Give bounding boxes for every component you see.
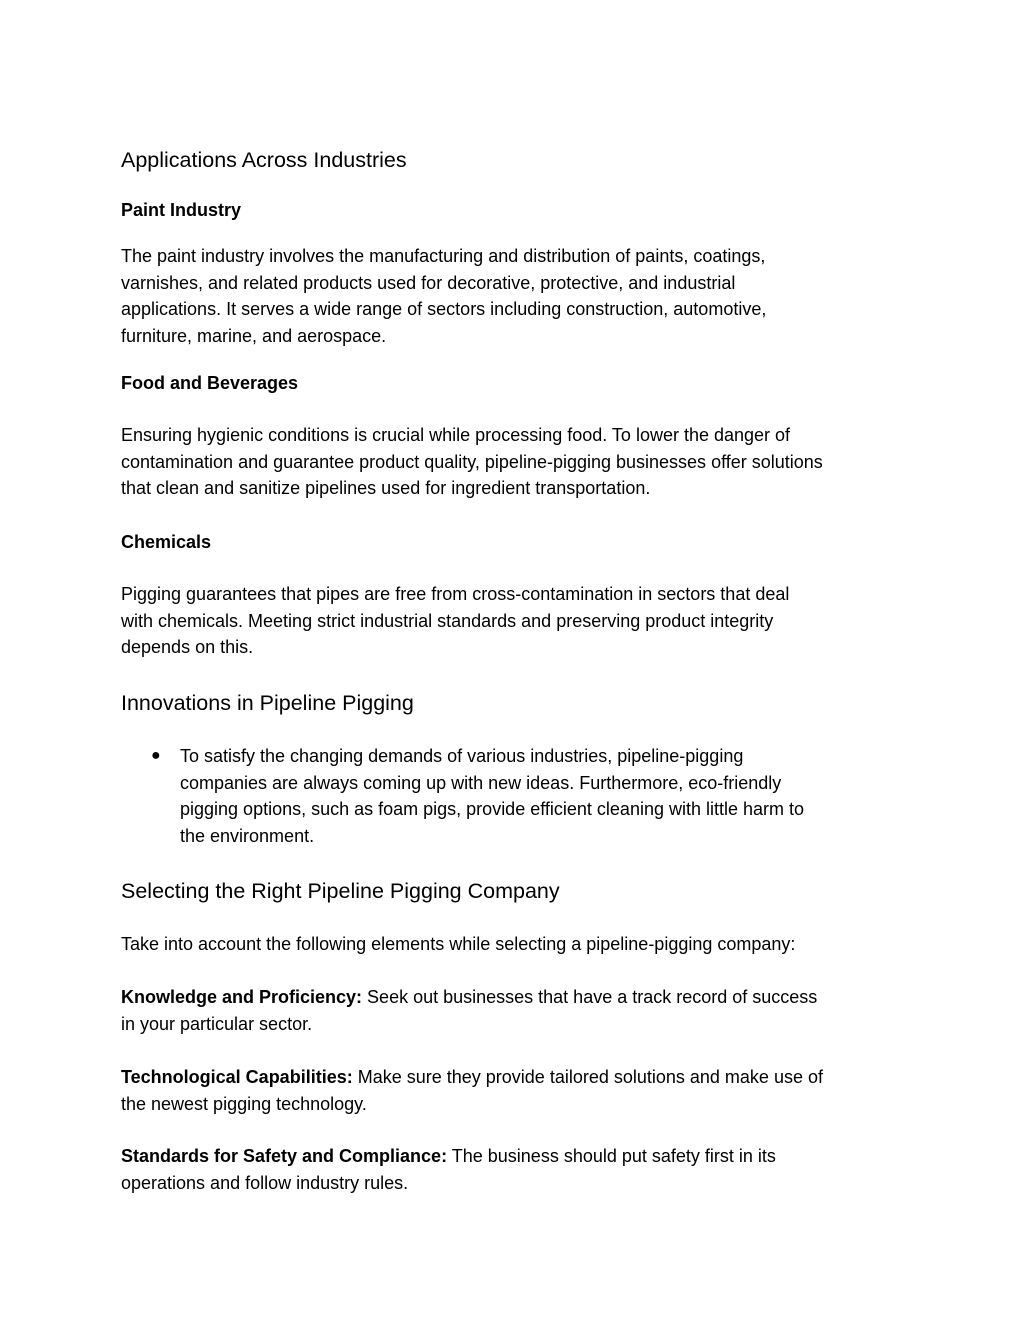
bullet-line: To satisfy the changing demands of various industries, pipeline-pigging <box>180 746 744 766</box>
paragraph-line: contamination and guarantee product quality, pipeline-pigging businesses offer solutions <box>121 451 823 472</box>
heading-innovations-in-pipeline-pigging: Innovations in Pipeline Pigging <box>121 691 414 715</box>
paragraph-line: depends on this. <box>121 637 254 657</box>
bullet-line: the environment. <box>180 825 315 846</box>
label-safety-and-compliance: Standards for Safety and Compliance: <box>121 1146 448 1166</box>
bullet-text <box>180 743 911 849</box>
label-technological-capabilities: Technological Capabilities: <box>121 1067 353 1087</box>
list-item <box>121 743 911 849</box>
paragraph-technological-capabilities <box>121 1064 911 1117</box>
paragraph-line: the newest pigging technology. <box>121 1093 367 1114</box>
paragraph-line: that clean and sanitize pipelines used for ingredient transportation. <box>121 478 651 498</box>
paragraph-line: Ensuring hygienic conditions is crucial while processing food. To lower the danger of <box>121 425 791 445</box>
label-knowledge-and-proficiency: Knowledge and Proficiency: <box>121 987 363 1007</box>
paragraph-line: applications. It serves a wide range of sectors including construction, automotive, <box>121 299 767 319</box>
heading-applications-across-industries: Applications Across Industries <box>121 148 407 172</box>
heading-chemicals: Chemicals <box>121 532 212 552</box>
paragraph-food-and-beverages <box>121 422 911 502</box>
paragraph-safety-and-compliance <box>121 1143 911 1196</box>
bullet-line: companies are always coming up with new ideas. Furthermore, eco-friendly <box>180 772 782 793</box>
paragraph-chemicals <box>121 581 911 661</box>
paragraph-line: The paint industry involves the manufacturing and distribution of paints, coatings, <box>121 246 766 266</box>
innovations-bullet-list <box>121 743 911 849</box>
heading-selecting-the-right-company: Selecting the Right Pipeline Pigging Company <box>121 879 560 903</box>
bullet-icon: ● <box>151 747 161 764</box>
paragraph-text: The business should put safety first in its <box>447 1146 776 1166</box>
paragraph-paint-industry <box>121 243 911 349</box>
heading-paint-industry: Paint Industry <box>121 200 242 220</box>
paragraph-selecting-intro <box>121 931 911 958</box>
paragraph-line: Pigging guarantees that pipes are free from cross-contamination in sectors that deal <box>121 584 790 604</box>
paragraph-line: furniture, marine, and aerospace. <box>121 325 387 346</box>
paragraph-line: with chemicals. Meeting strict industrial standards and preserving product integrity <box>121 610 774 631</box>
paragraph-line: in your particular sector. <box>121 1013 313 1034</box>
paragraph-line <box>121 1064 911 1091</box>
bullet-line: pigging options, such as foam pigs, provide efficient cleaning with little harm to <box>180 799 805 819</box>
paragraph-knowledge-and-proficiency <box>121 984 911 1037</box>
paragraph-text: Seek out businesses that have a track record of success <box>362 987 818 1007</box>
paragraph-line: operations and follow industry rules. <box>121 1172 409 1193</box>
paragraph-line <box>121 1143 911 1170</box>
heading-food-and-beverages: Food and Beverages <box>121 373 299 393</box>
paragraph-line: varnishes, and related products used for decorative, protective, and industrial <box>121 272 736 293</box>
paragraph-line <box>121 984 911 1011</box>
paragraph-text: Make sure they provide tailored solutions and make use of <box>352 1067 823 1087</box>
paragraph-line: Take into account the following elements while selecting a pipeline-pigging company: <box>121 934 796 954</box>
